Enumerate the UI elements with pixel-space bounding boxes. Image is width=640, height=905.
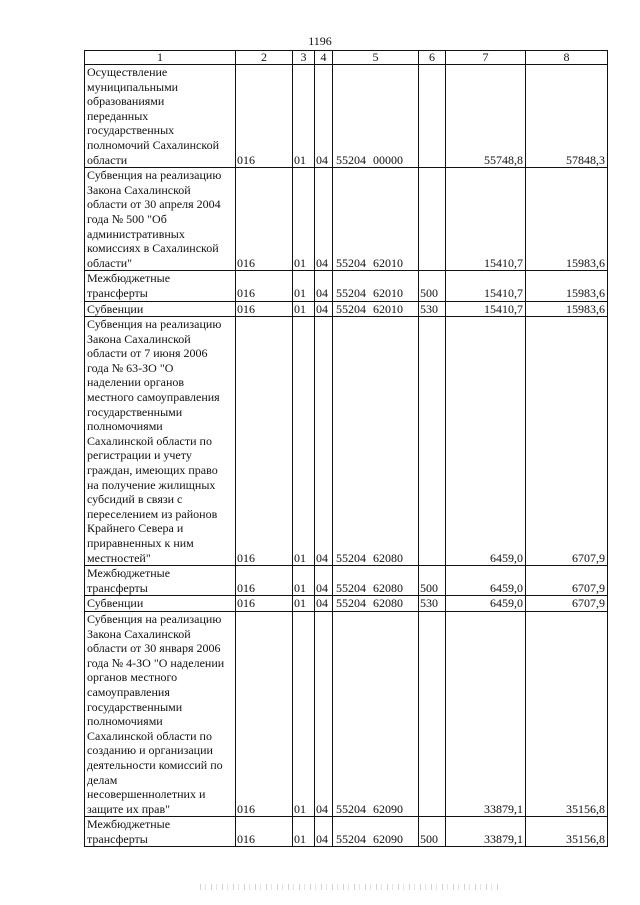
subsection-code-cell: 04 xyxy=(315,301,333,317)
amount-cell: 15410,7 xyxy=(446,168,526,271)
ministry-code-cell: 016 xyxy=(236,566,293,596)
item-name-cell xyxy=(85,301,236,317)
target-article-cell: 55204 62090 xyxy=(333,611,419,816)
item-name-line: органов местного xyxy=(87,670,178,685)
header-row xyxy=(85,51,608,65)
ministry-code-cell: 016 xyxy=(236,611,293,816)
table-row xyxy=(85,65,608,168)
item-name-line: на получение жилищных xyxy=(87,477,216,492)
subsection-code-cell: 04 xyxy=(315,611,333,816)
amount-cell: 6707,9 xyxy=(526,317,608,566)
item-name-line: области от 30 января 2006 xyxy=(87,641,221,656)
expense-type-cell xyxy=(419,317,446,566)
subsection-code-cell: 04 xyxy=(315,168,333,271)
item-name-line: трансферты xyxy=(87,580,148,595)
amount-cell: 6459,0 xyxy=(446,566,526,596)
item-name-line: Субвенция на реализацию xyxy=(87,317,222,332)
column-header: 2 xyxy=(236,51,293,65)
item-name-line: области от 7 июня 2006 xyxy=(87,346,208,361)
expense-type-cell xyxy=(419,65,446,168)
amount-cell: 15983,6 xyxy=(526,168,608,271)
item-name-line: года № 63-ЗО "О xyxy=(87,360,174,375)
ministry-code-cell: 016 xyxy=(236,301,293,317)
expense-type-cell: 530 xyxy=(419,596,446,612)
section-code-cell: 01 xyxy=(293,168,315,271)
expense-type-cell xyxy=(419,168,446,271)
column-header: 3 xyxy=(293,51,315,65)
subsection-code-cell: 04 xyxy=(315,566,333,596)
item-name-cell xyxy=(85,566,236,596)
column-header: 4 xyxy=(315,51,333,65)
ministry-code-cell: 016 xyxy=(236,65,293,168)
expense-type-cell: 500 xyxy=(419,271,446,301)
item-name-line: года № 4-ЗО "О наделении xyxy=(87,655,225,670)
target-article-cell: 55204 62080 xyxy=(333,596,419,612)
item-name-cell xyxy=(85,611,236,816)
amount-cell: 6707,9 xyxy=(526,596,608,612)
item-name-line: самоуправления xyxy=(87,684,170,699)
item-name-cell xyxy=(85,817,236,847)
target-article-cell: 55204 00000 xyxy=(333,65,419,168)
section-code-cell: 01 xyxy=(293,817,315,847)
ministry-code-cell: 016 xyxy=(236,168,293,271)
table-row xyxy=(85,596,608,612)
item-name-line: Субвенция на реализацию xyxy=(87,168,222,183)
item-name-line: приравненных к ним xyxy=(87,536,194,550)
amount-cell: 15410,7 xyxy=(446,301,526,317)
item-name-line: субсидий в связи с xyxy=(87,492,183,507)
item-name-line: переселением из районов xyxy=(87,506,218,521)
subsection-code-cell: 04 xyxy=(315,271,333,301)
target-article-cell: 55204 62010 xyxy=(333,168,419,271)
item-name-line: делам xyxy=(87,772,118,787)
table-row xyxy=(85,317,608,566)
expense-type-cell: 500 xyxy=(419,817,446,847)
item-name-line: трансферты xyxy=(87,285,148,300)
ministry-code-cell: 016 xyxy=(236,271,293,301)
item-name-line: государственных xyxy=(87,123,175,138)
item-name-line: государственными xyxy=(87,699,183,714)
table-body xyxy=(85,51,608,847)
item-name-line: Осуществление xyxy=(87,65,168,79)
subsection-code-cell: 04 xyxy=(315,317,333,566)
section-code-cell: 01 xyxy=(293,65,315,168)
item-name-line: регистрации и учету xyxy=(87,448,192,463)
item-name-line: деятельности комиссий по xyxy=(87,757,223,772)
amount-cell: 33879,1 xyxy=(446,611,526,816)
section-code-cell: 01 xyxy=(293,317,315,566)
amount-cell: 57848,3 xyxy=(526,65,608,168)
item-name-line: образованиями xyxy=(87,94,165,109)
item-name-line: местного самоуправления xyxy=(87,390,220,405)
item-name-line: Сахалинской области по xyxy=(87,728,212,743)
item-name-line: переданных xyxy=(87,108,149,123)
amount-cell: 35156,8 xyxy=(526,611,608,816)
amount-cell: 15410,7 xyxy=(446,271,526,301)
item-name-line: полномочиями xyxy=(87,714,163,729)
amount-cell: 35156,8 xyxy=(526,817,608,847)
amount-cell: 6459,0 xyxy=(446,317,526,566)
item-name-line: области от 30 апреля 2004 xyxy=(87,197,221,212)
column-header: 5 xyxy=(333,51,419,65)
item-name-line: Субвенция на реализацию xyxy=(87,611,222,626)
item-name-cell xyxy=(85,317,236,566)
budget-table xyxy=(84,50,608,847)
item-name-cell xyxy=(85,596,236,612)
item-name-line: комиссиях в Сахалинской xyxy=(87,241,219,256)
page-number: 1196 xyxy=(308,34,332,48)
target-article-cell: 55204 62080 xyxy=(333,566,419,596)
item-name-line: административных xyxy=(87,226,185,241)
amount-cell: 33879,1 xyxy=(446,817,526,847)
item-name-line: полномочий Сахалинской xyxy=(87,137,220,152)
item-name-cell xyxy=(85,271,236,301)
section-code-cell: 01 xyxy=(293,301,315,317)
table-row xyxy=(85,611,608,816)
section-code-cell: 01 xyxy=(293,566,315,596)
item-name-line: государственными xyxy=(87,404,183,419)
column-header: 1 xyxy=(85,51,236,65)
item-name-line: Закона Сахалинской xyxy=(87,626,191,641)
item-name-line: Субвенции xyxy=(87,301,144,316)
item-name-line: трансферты xyxy=(87,831,148,846)
ministry-code-cell: 016 xyxy=(236,817,293,847)
column-header: 7 xyxy=(446,51,526,65)
item-name-line: области" xyxy=(87,255,133,270)
subsection-code-cell: 04 xyxy=(315,596,333,612)
subsection-code-cell: 04 xyxy=(315,65,333,168)
section-code-cell: 01 xyxy=(293,596,315,612)
column-header: 8 xyxy=(526,51,608,65)
amount-cell: 6707,9 xyxy=(526,566,608,596)
item-name-line: Межбюджетные xyxy=(87,566,171,581)
item-name-cell xyxy=(85,168,236,271)
scan-artifact xyxy=(200,884,500,890)
item-name-line: Межбюджетные xyxy=(87,817,171,832)
column-header: 6 xyxy=(419,51,446,65)
item-name-line: муниципальными xyxy=(87,79,179,94)
target-article-cell: 55204 62010 xyxy=(333,271,419,301)
target-article-cell: 55204 62090 xyxy=(333,817,419,847)
expense-type-cell xyxy=(419,611,446,816)
target-article-cell: 55204 62010 xyxy=(333,301,419,317)
item-name-line: местностей" xyxy=(87,550,151,565)
ministry-code-cell: 016 xyxy=(236,317,293,566)
table-row xyxy=(85,301,608,317)
item-name-line: Сахалинской области по xyxy=(87,433,212,448)
item-name-line: Субвенции xyxy=(87,596,144,611)
target-article-cell: 55204 62080 xyxy=(333,317,419,566)
item-name-line: области xyxy=(87,152,128,167)
item-name-line: полномочиями xyxy=(87,419,163,434)
item-name-line: защите их прав" xyxy=(87,801,171,816)
amount-cell: 6459,0 xyxy=(446,596,526,612)
item-name-cell xyxy=(85,65,236,168)
item-name-line: Крайнего Севера и xyxy=(87,521,184,536)
table-row xyxy=(85,817,608,847)
table-row xyxy=(85,168,608,271)
item-name-line: Закона Сахалинской xyxy=(87,182,191,197)
amount-cell: 15983,6 xyxy=(526,301,608,317)
item-name-line: несовершеннолетних и xyxy=(87,787,206,802)
table-row xyxy=(85,566,608,596)
amount-cell: 55748,8 xyxy=(446,65,526,168)
amount-cell: 15983,6 xyxy=(526,271,608,301)
item-name-line: Межбюджетные xyxy=(87,271,171,286)
section-code-cell: 01 xyxy=(293,611,315,816)
item-name-line: года № 500 "Об xyxy=(87,211,167,226)
item-name-line: созданию и организации xyxy=(87,743,213,758)
item-name-line: наделении органов xyxy=(87,375,185,390)
table-row xyxy=(85,271,608,301)
ministry-code-cell: 016 xyxy=(236,596,293,612)
item-name-line: Закона Сахалинской xyxy=(87,331,191,346)
expense-type-cell: 500 xyxy=(419,566,446,596)
expense-type-cell: 530 xyxy=(419,301,446,317)
section-code-cell: 01 xyxy=(293,271,315,301)
subsection-code-cell: 04 xyxy=(315,817,333,847)
item-name-line: граждан, имеющих право xyxy=(87,463,218,478)
